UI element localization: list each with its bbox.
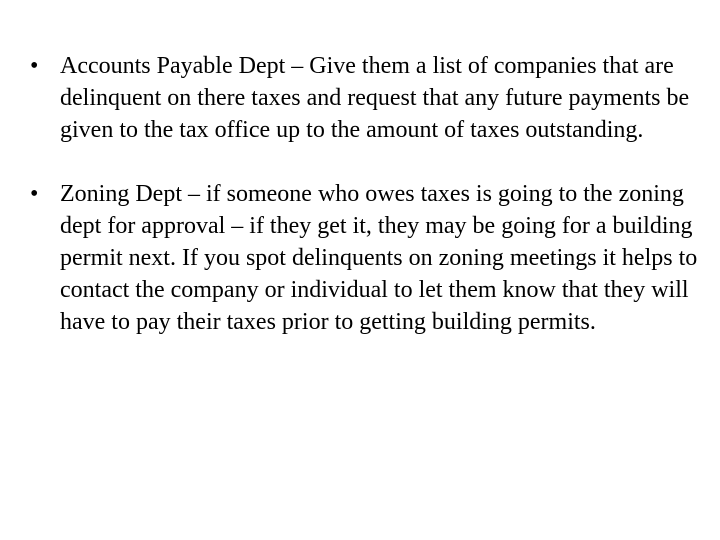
bullet-item-zoning	[30, 178, 700, 338]
bullet-icon: •	[30, 181, 39, 207]
bullet-item-accounts-payable	[30, 50, 700, 146]
bullet-list	[30, 50, 700, 370]
bullet-text-accounts-payable: Accounts Payable Dept – Give them a list of companies that are delinquent on there taxes and request that any future payments be given to the tax office up to the amount of taxes outstanding.	[60, 53, 690, 143]
bullet-text-zoning: Zoning Dept – if someone who owes taxes is going to the zoning dept for approval – if they get it, they may be going for a building permit next. If you spot delinquents on zoning meetings it helps to contact the company or individual to let them know that they will have to pay their taxes prior to getting building permits.	[60, 181, 698, 335]
bullet-icon: •	[30, 53, 39, 79]
